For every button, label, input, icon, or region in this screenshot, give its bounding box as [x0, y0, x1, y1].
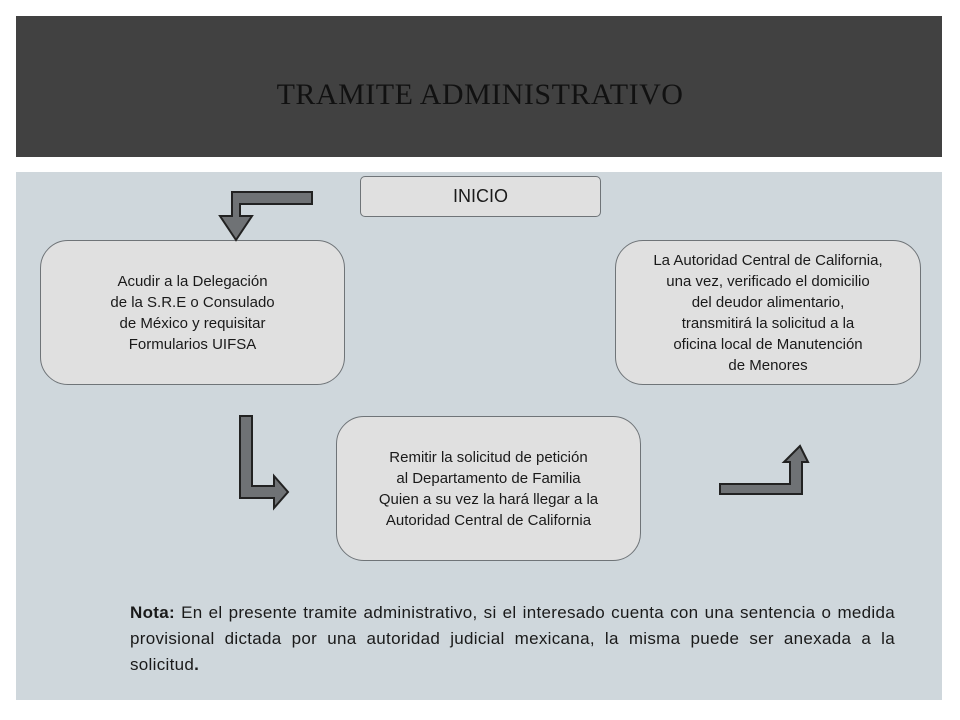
note-text: En el presente tramite administrativo, si el interesado cuenta con una sentencia o medida provisional dictada por una autoridad judicial mexicana, la misma puede ser anexada a la solicitud — [130, 603, 895, 674]
note-label: Nota: — [130, 603, 175, 622]
page-title: TRAMITE ADMINISTRATIVO — [276, 78, 684, 111]
arrow-to-step-2 — [240, 416, 288, 508]
step-1-text: Acudir a la Delegación de la S.R.E o Consulado de México y requisitar Formularios UIFSA — [110, 272, 275, 353]
arrow-to-step-1 — [220, 192, 312, 240]
note-paragraph — [130, 600, 895, 678]
step-2-text: Remitir la solicitud de petición al Departamento de Familia Quien a su vez la hará llegar a la Autoridad Central de California — [378, 448, 599, 529]
note-end: . — [194, 655, 200, 674]
start-label: INICIO — [452, 186, 508, 206]
step-3-text: La Autoridad Central de California, una vez, verificado el domicilio del deudor alimentario, transmitirá la solicitud a la oficina local de Manutención de Menores — [653, 251, 883, 374]
arrow-to-step-3 — [720, 446, 808, 494]
